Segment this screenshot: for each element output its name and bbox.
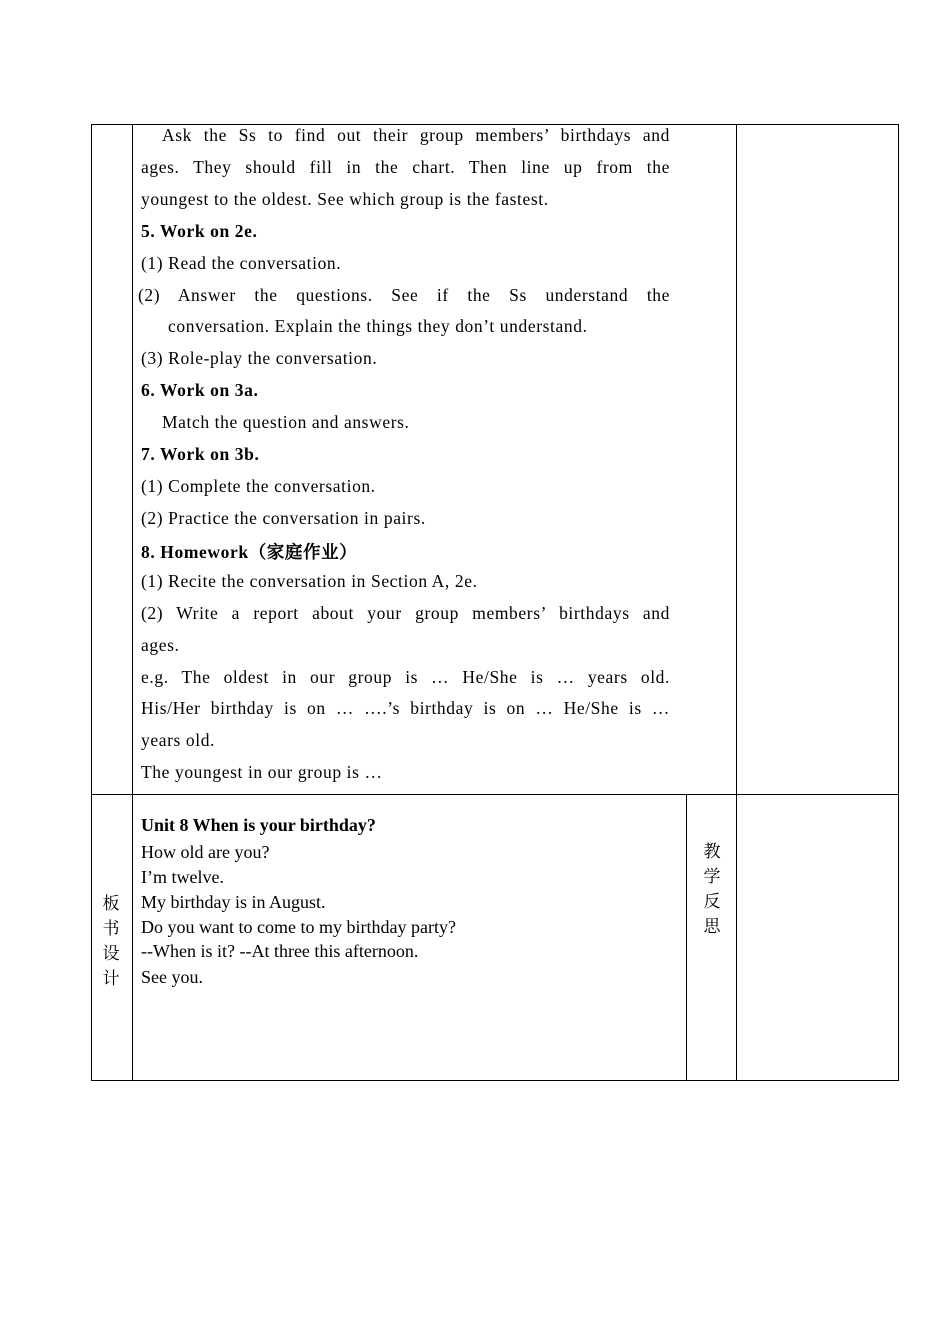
step-heading: 6. Work on 3a.	[141, 380, 259, 400]
table-right-border	[898, 124, 899, 1081]
board-design-label-char: 计	[102, 969, 120, 989]
procedure-text: (2) Practice the conversation in pairs.	[141, 508, 426, 528]
procedure-text: e.g. The oldest in our group is … He/She is … years old.	[141, 667, 670, 687]
board-design-label-char: 设	[102, 944, 120, 964]
procedure-text: Match the question and answers.	[162, 412, 410, 432]
procedure-text: youngest to the oldest. See which group is the fastest.	[141, 189, 549, 209]
reflection-label-char: 学	[703, 867, 721, 887]
step-heading: 5. Work on 2e.	[141, 221, 258, 241]
row-divider	[91, 794, 899, 795]
procedure-text: (1) Read the conversation.	[141, 253, 342, 273]
board-design-line: My birthday is in August.	[141, 892, 326, 912]
board-design-line: See you.	[141, 967, 203, 987]
procedure-text: (2) Write a report about your group members’ birthdays and	[141, 603, 670, 623]
reflection-label-char: 思	[703, 917, 721, 937]
label-column-divider	[132, 124, 133, 1081]
table-left-border	[91, 124, 92, 1081]
procedure-text: years old.	[141, 730, 216, 750]
procedure-text: (1) Complete the conversation.	[141, 476, 376, 496]
procedure-text: His/Her birthday is on … ….’s birthday is on … He/She is …	[141, 698, 670, 718]
step-heading: 7. Work on 3b.	[141, 444, 260, 464]
board-design-title: Unit 8 When is your birthday?	[141, 815, 376, 835]
board-design-label-char: 板	[102, 894, 120, 914]
procedure-text: (1) Recite the conversation in Section A, 2e.	[141, 571, 478, 591]
procedure-text: (2) Answer the questions. See if the Ss understand the	[138, 285, 670, 305]
notes-column-divider	[736, 124, 737, 1081]
board-design-line: Do you want to come to my birthday party?	[141, 917, 456, 937]
procedure-text: ages. They should fill in the chart. Then line up from the	[141, 157, 670, 177]
reflection-label-char: 反	[703, 892, 721, 912]
board-design-line: --When is it? --At three this afternoon.	[141, 941, 419, 961]
board-design-line: How old are you?	[141, 842, 270, 862]
procedure-text: The youngest in our group is …	[141, 762, 383, 782]
board-design-line: I’m twelve.	[141, 867, 224, 887]
procedure-text: Ask the Ss to find out their group members’ birthdays and	[162, 125, 670, 145]
procedure-text: ages.	[141, 635, 180, 655]
board-design-label-char: 书	[102, 919, 120, 939]
step-heading: 8. Homework（家庭作业）	[141, 542, 358, 562]
reflection-label-char: 教	[703, 842, 721, 862]
procedure-text: conversation. Explain the things they don’t understand.	[168, 316, 588, 336]
reflection-label-divider	[686, 794, 687, 1081]
procedure-text: (3) Role-play the conversation.	[141, 348, 378, 368]
table-bottom-border	[91, 1080, 899, 1081]
